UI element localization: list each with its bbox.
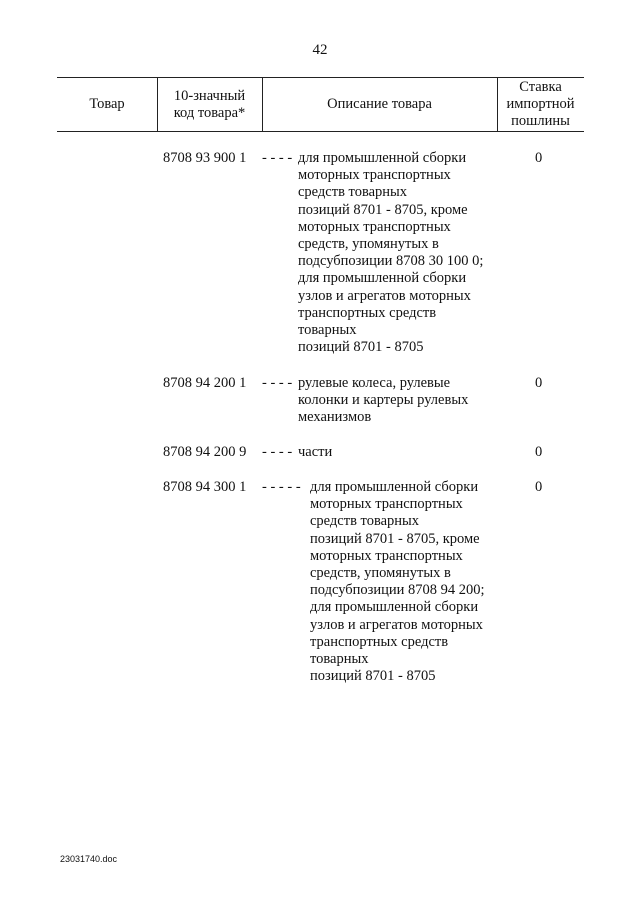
- duty-rate: 0: [535, 444, 543, 460]
- product-description: для промышленной сборки моторных транспортных средств товарных позиций 8701 - 8705, кроме моторных транспортных средств, упомянутых в подсубпозиции 8708 30 100 0; для промышленной сборки узлов и агрегатов моторных транспортных средств товарных позиций 8701 - 8705: [298, 150, 484, 356]
- product-description: рулевые колеса, рулевые колонки и картеры рулевых механизмов: [298, 375, 469, 426]
- product-code: 8708 94 200 1: [163, 375, 247, 391]
- duty-rate: 0: [535, 150, 543, 166]
- header-product: [57, 78, 157, 131]
- indent-dashes: - - - -: [262, 444, 293, 460]
- table-header-bottom-rule: [57, 131, 584, 132]
- indent-dashes: - - - -: [262, 150, 293, 166]
- product-description: для промышленной сборки моторных транспортных средств товарных позиций 8701 - 8705, кроме моторных транспортных средств, упомянутых в подсубпозиции 8708 94 200; для промышленной сборки узлов и агрегатов моторных транспортных средств товарных позиций 8701 - 8705: [310, 479, 485, 685]
- header-description: [262, 78, 497, 131]
- header-product-label: Товар: [89, 96, 125, 112]
- duty-rate: 0: [535, 375, 543, 391]
- header-rate: [497, 78, 584, 131]
- header-rate-label: Ставка импортной пошлины: [506, 79, 575, 129]
- header-description-label: Описание товара: [327, 96, 432, 112]
- indent-dashes: - - - - -: [262, 479, 301, 495]
- document-filename: 23031740.doc: [60, 854, 118, 864]
- duty-rate: 0: [535, 479, 543, 495]
- page-number: 42: [312, 42, 328, 58]
- product-description: части: [298, 444, 333, 460]
- product-code: 8708 94 200 9: [163, 444, 247, 460]
- header-code: [157, 78, 262, 131]
- header-code-label: 10-значный код товара*: [173, 87, 246, 121]
- product-code: 8708 93 900 1: [163, 150, 247, 166]
- product-code: 8708 94 300 1: [163, 479, 247, 495]
- indent-dashes: - - - -: [262, 375, 293, 391]
